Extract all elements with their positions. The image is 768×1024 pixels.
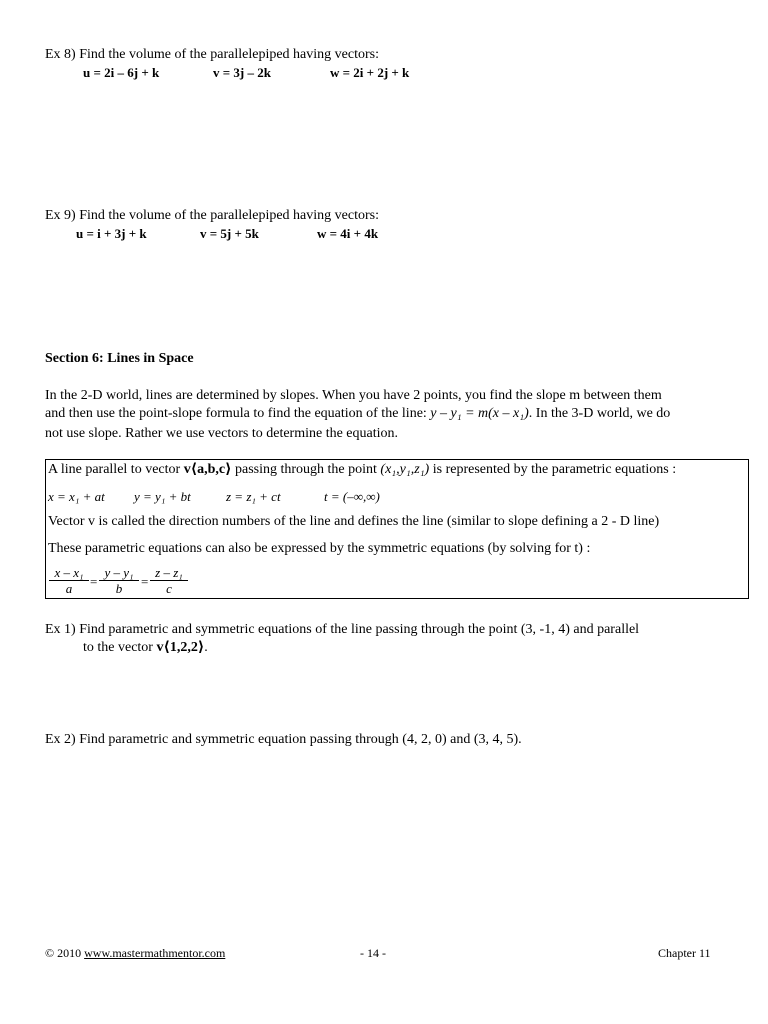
ex1-line-1: Ex 1) Find parametric and symmetric equations of the line passing through the point (3, -1, 4) and parallel: [45, 622, 640, 637]
ex8-prompt: Ex 8) Find the volume of the parallelepiped having vectors:: [45, 47, 379, 62]
intro-line-1: In the 2-D world, lines are determined by slopes. When you have 2 points, you find the slope m between them: [45, 388, 662, 403]
ex1-line-2: [83, 639, 208, 657]
box-line-3: Vector v is called the direction numbers of the line and defines the line (similar to slope defining a 2 - D line): [48, 514, 660, 529]
intro-line-2: [45, 405, 670, 423]
vector-122: v⟨1,2,2⟩: [156, 640, 205, 655]
box-line-1-tail: is represented by the parametric equations :: [432, 462, 677, 477]
sym-fraction-y: [99, 565, 139, 596]
sym-fraction-z: [150, 565, 188, 596]
sym-den-y: b: [115, 581, 123, 596]
ex8-vector-u: u = 2i – 6j + k: [83, 65, 160, 80]
definition-box: [45, 459, 749, 599]
point-xyz: (x₁,y₁,z₁): [380, 462, 430, 477]
ex9-vector-u: u = i + 3j + k: [76, 226, 147, 241]
section-title: Section 6: Lines in Space: [45, 351, 194, 366]
box-line-1-text: A line parallel to vector: [48, 462, 181, 477]
sym-equals-1: =: [90, 574, 98, 589]
param-eq-y: y = y₁ + bt: [134, 489, 191, 504]
sym-den-x: a: [65, 581, 73, 596]
ex8-vector-v: v = 3j – 2k: [213, 65, 271, 80]
sym-num-y: y – y₁: [99, 565, 139, 581]
ex9-vector-v: v = 5j + 5k: [200, 226, 259, 241]
box-line-1: [48, 461, 676, 479]
box-line-4: These parametric equations can also be expressed by the symmetric equations (by solving for t) :: [48, 541, 591, 556]
footer-copyright: [45, 944, 225, 962]
ex1-line-2-text: to the vector: [83, 640, 153, 655]
sym-equals-2: =: [141, 574, 149, 589]
sym-fraction-x: [49, 565, 89, 596]
param-eq-t: t = (–∞,∞): [324, 489, 380, 504]
intro-line-2-tail: . In the 3-D world, we do: [528, 406, 671, 421]
sym-den-z: c: [166, 581, 172, 596]
sym-num-x: x – x₁: [49, 565, 89, 581]
param-eq-z: z = z₁ + ct: [226, 489, 281, 504]
copyright-text: © 2010: [45, 946, 82, 960]
footer-link[interactable]: www.mastermathmentor.com: [84, 946, 226, 960]
vector-abc: v⟨a,b,c⟩: [183, 462, 232, 477]
ex1-line-2-period: .: [204, 640, 208, 655]
ex8-vector-w: w = 2i + 2j + k: [330, 65, 410, 80]
ex9-prompt: Ex 9) Find the volume of the parallelepiped having vectors:: [45, 208, 379, 223]
page-number: - 14 -: [360, 946, 386, 960]
chapter-label: Chapter 11: [658, 946, 711, 960]
intro-line-2-text: and then use the point-slope formula to find the equation of the line:: [45, 406, 427, 421]
ex9-vector-w: w = 4i + 4k: [317, 226, 379, 241]
param-eq-x: x = x₁ + at: [48, 489, 105, 504]
intro-line-3: not use slope. Rather we use vectors to determine the equation.: [45, 426, 399, 441]
ex2-line-1: Ex 2) Find parametric and symmetric equation passing through (4, 2, 0) and (3, 4, 5).: [45, 732, 522, 747]
box-line-1-mid: passing through the point: [234, 462, 377, 477]
sym-num-z: z – z₁: [150, 565, 188, 581]
point-slope-formula: y – y₁ = m(x – x₁): [430, 406, 529, 421]
